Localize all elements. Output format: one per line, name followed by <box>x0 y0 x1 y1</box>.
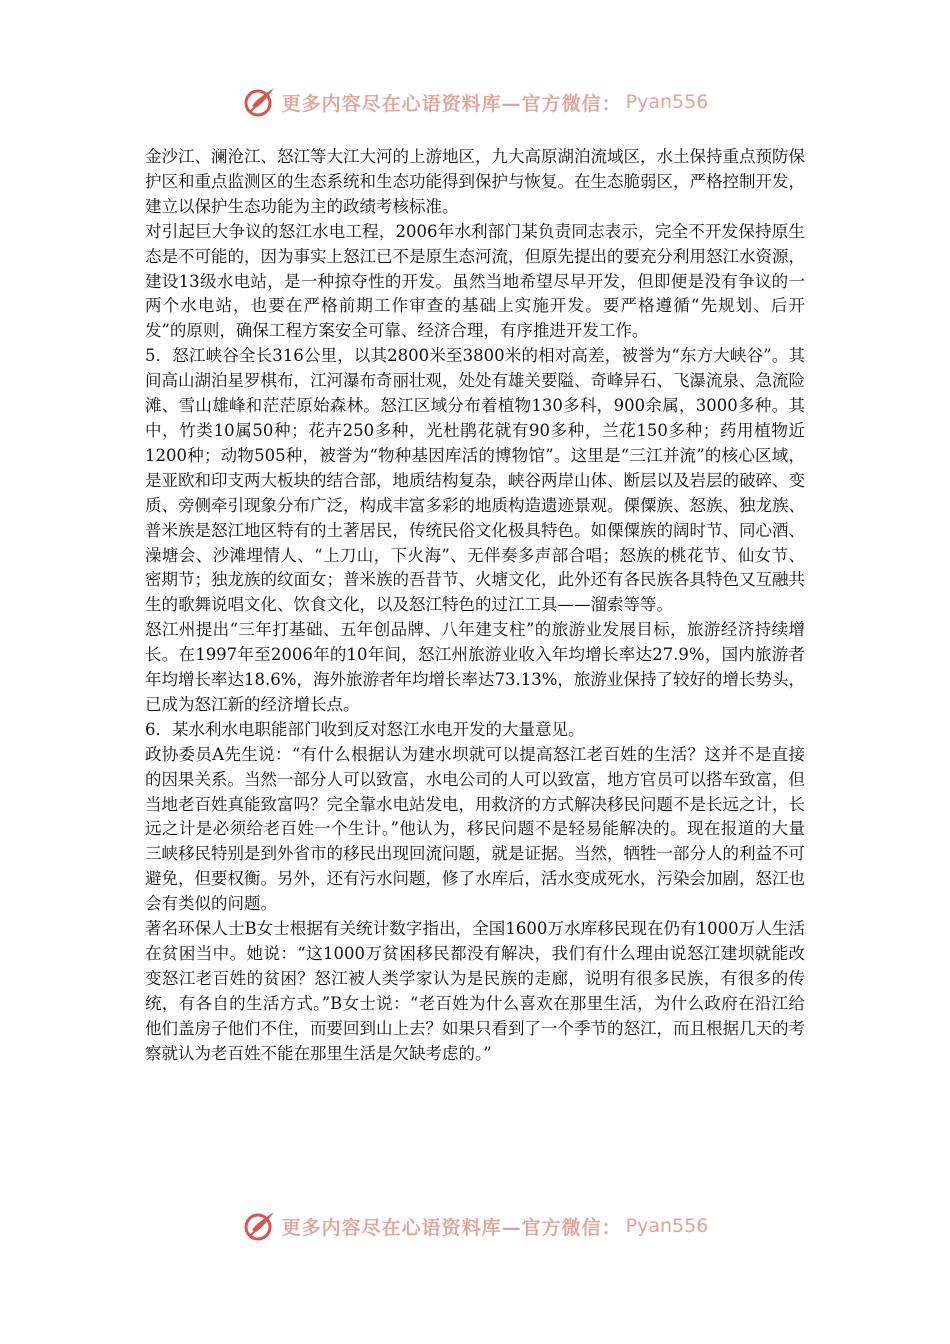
watermark-wechat-id: Pyan556 <box>625 91 709 113</box>
watermark-footer <box>0 1206 950 1246</box>
paragraph: 对引起巨大争议的怒江水电工程，2006年水利部门某负责同志表示，完全不开发保持原生态是不可能的，因为事实上怒江已不是原生态河流，但原先提出的要充分利用怒江水资源，建设13级水电站，是一种掠夺性的开发。虽然当地希望尽早开发，但即便是没有争议的一两个水电站，也要在严格前期工作审查的基础上实施开发。要严格遵循“先规划、后开发”的原则，确保工程方案安全可靠、经济合理，有序推进开发工作。 <box>145 221 805 341</box>
watermark-text: 更多内容尽在心语资料库—官方微信： <box>281 1216 622 1239</box>
watermark-wechat-id: Pyan556 <box>625 1215 709 1237</box>
quill-logo-icon <box>242 1208 278 1244</box>
paragraph: 5．怒江峡谷全长316公里，以其2800米至3800米的相对高差，被誉为“东方大峡谷”。其间高山湖泊星罗棋布，江河瀑布奇丽壮观，处处有雄关要隘、奇峰异石、飞瀑流泉、急流险滩、雪山雄峰和茫茫原始森林。怒江区域分布着植物130多科，900余属，3000多种。其中，竹类10属50种；花卉250多种，光杜鹃花就有90多种，兰花150多种；药用植物近1200种；动物505种，被誉为“物种基因库活的博物馆”。这里是“三江并流”的核心区域，是亚欧和印支两大板块的结合部，地质结构复杂，峡谷两岸山体、断层以及岩层的破碎、变质、旁侧牵引现象分布广泛，构成丰富多彩的地质构造遗迹景观。傈僳族、怒族、独龙族、普米族是怒江地区特有的土著居民，传统民俗文化极具特色。如傈僳族的阔时节、同心酒、澡塘会、沙滩埋情人、“上刀山，下火海”、无伴奏多声部合唱；怒族的桃花节、仙女节、密期节；独龙族的纹面女；普米族的吾昔节、火塘文化，此外还有各民族各具特色又互融共生的歌舞说唱文化、饮食文化，以及怒江特色的过江工具——溜索等等。 <box>145 346 805 615</box>
paragraph: 政协委员A先生说：“有什么根据认为建水坝就可以提高怒江老百姓的生活？这并不是直接的因果关系。当然一部分人可以致富，水电公司的人可以致富，地方官员可以搭车致富，但当地老百姓真能致富吗？完全靠水电站发电，用救济的方式解决移民问题不是长远之计，长远之计是必须给老百姓一个生计。”他认为，移民问题不是轻易能解决的。现在报道的大量三峡移民特别是到外省市的移民出现回流问题，就是证据。当然，牺牲一部分人的利益不可避免，但要权衡。另外，还有污水问题，修了水库后，活水变成死水，污染会加剧，怒江也会有类似的问题。 <box>145 744 805 914</box>
paragraph: 金沙江、澜沧江、怒江等大江大河的上游地区，九大高原湖泊流域区，水土保持重点预防保护区和重点监测区的生态系统和生态功能得到保护与恢复。在生态脆弱区，严格控制开发，建立以保护生态功能为主的政绩考核标准。 <box>145 147 805 216</box>
paragraph: 怒江州提出“三年打基础、五年创品牌、八年建支柱”的旅游业发展目标，旅游经济持续增长。在1997年至2006年的10年间，怒江州旅游业收入年均增长率达27.9%，国内旅游者年均增长率达18.6%，海外旅游者年均增长率达73.13%，旅游业保持了较好的增长势头，已成为怒江新的经济增长点。 <box>145 620 805 714</box>
quill-logo-icon <box>242 84 278 120</box>
paragraph: 著名环保人士B女士根据有关统计数字指出，全国1600万水库移民现在仍有1000万人生活在贫困当中。她说：“这1000万贫困移民都没有解决，我们有什么理由说怒江建坝就能改变怒江老百姓的贫困？怒江被人类学家认为是民族的走廊，说明有很多民族，有很多的传统，有各自的生活方式。”B女士说：“老百姓为什么喜欢在那里生活，为什么政府在沿江给他们盖房子他们不住，而要回到山上去？如果只看到了一个季节的怒江，而且根据几天的考察就认为老百姓不能在那里生活是欠缺考虑的。” <box>145 919 805 1063</box>
watermark-text: 更多内容尽在心语资料库—官方微信： <box>281 92 622 115</box>
paragraph: 6．某水利水电职能部门收到反对怒江水电开发的大量意见。 <box>145 719 585 739</box>
watermark-header <box>0 82 950 122</box>
body-text <box>145 145 805 1067</box>
